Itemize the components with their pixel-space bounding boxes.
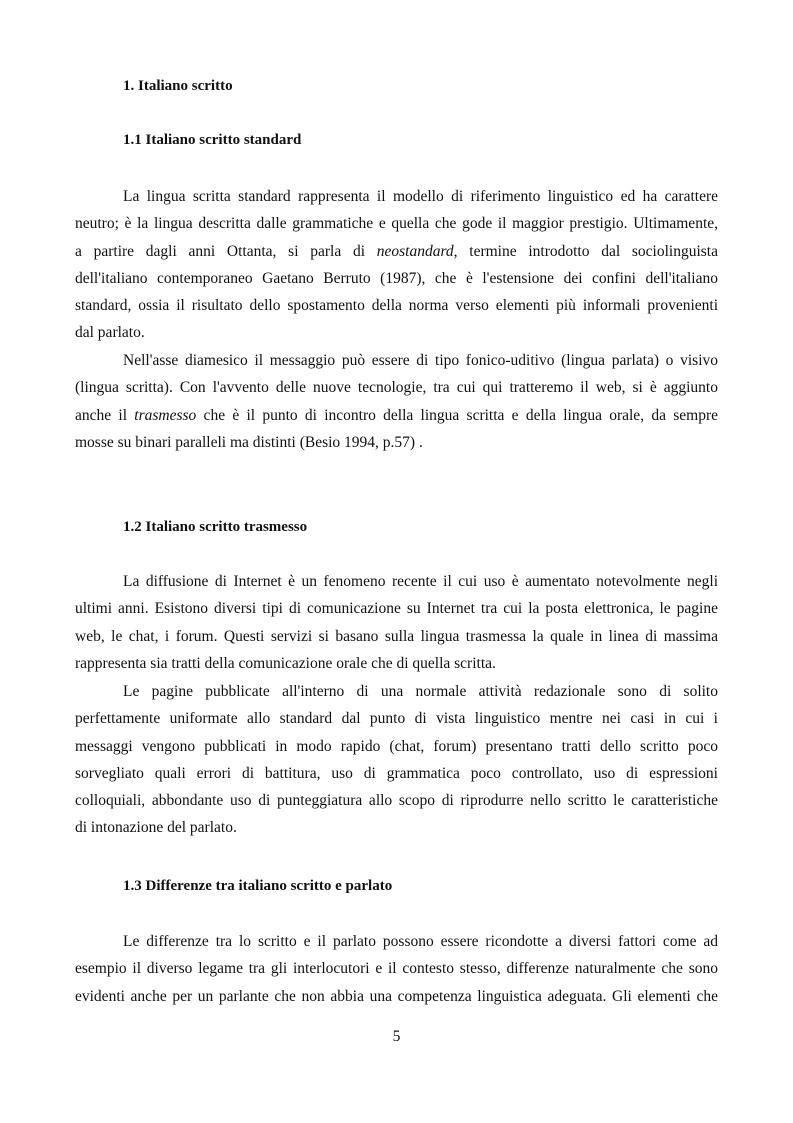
text-line: sorvegliato quali errori di battitura, uso di grammatica poco controllato, uso di espressioni — [75, 764, 718, 782]
text-line: rappresenta sia tratti della comunicazione orale che di quella scritta. — [75, 654, 496, 672]
paragraph-standard-1 — [75, 183, 718, 347]
text-line: La diffusione di Internet è un fenomeno recente il cui uso è aumentato notevolmente negli — [123, 573, 718, 590]
text-line: messaggi vengono pubblicati in modo rapido (chat, forum) presentano tratti dello scritto poco — [75, 737, 718, 755]
text-line: Le differenze tra lo scritto e il parlato possono essere ricondotte a diversi fattori come ad — [123, 933, 718, 950]
section-heading-1-1: 1.1 Italiano scritto standard — [123, 132, 302, 148]
paragraph-trasmesso-2 — [75, 678, 718, 842]
text-fragment: a partire dagli anni Ottanta, si parla di — [75, 242, 377, 260]
text-fragment: anche il — [75, 406, 135, 424]
text-line: dal parlato. — [75, 324, 145, 342]
text-line: neutro; è la lingua descritta dalle grammatiche e quella che gode il maggior prestigio. Ultimamente, — [75, 215, 718, 233]
text-line: Nell'asse diamesico il messaggio può essere di tipo fonico-uditivo (lingua parlata) o visivo — [123, 352, 718, 369]
paragraph-standard-2 — [75, 347, 718, 456]
text-line: (lingua scritta). Con l'avvento delle nuove tecnologie, tra cui qui tratteremo il web, si è aggiunto — [75, 379, 718, 397]
italic-term-trasmesso: trasmesso — [134, 406, 197, 424]
text-line: perfettamente uniformate allo standard dal punto di vista linguistico mentre nei casi in cui i — [75, 710, 718, 728]
text-line: esempio il diverso legame tra gli interlocutori e il contesto stesso, differenze naturalmente che sono — [75, 960, 718, 978]
text-line — [75, 238, 718, 265]
text-fragment: che è il punto di incontro della lingua scritta e della lingua orale, da sempre — [196, 406, 718, 424]
text-line: evidenti anche per un parlante che non abbia una competenza linguistica adeguata. Gli elementi che — [75, 987, 718, 1005]
text-line: dell'italiano contemporaneo Gaetano Berruto (1987), che è l'estensione dei confini dell'italiano — [75, 269, 718, 287]
section-heading-1: 1. Italiano scritto — [123, 78, 233, 94]
paragraph-differenze-1 — [75, 928, 718, 1010]
section-heading-1-3: 1.3 Differenze tra italiano scritto e parlato — [123, 878, 393, 894]
section-heading-1-2: 1.2 Italiano scritto trasmesso — [123, 519, 308, 535]
text-line: web, le chat, i forum. Questi servizi si basano sulla lingua trasmessa la quale in linea di massima — [75, 627, 718, 645]
text-line: colloquiali, abbondante uso di punteggiatura allo scopo di riprodurre nello scritto le caratteristiche — [75, 792, 718, 810]
text-line: ultimi anni. Esistono diversi tipi di comunicazione su Internet tra cui la posta elettronica, le pagine — [75, 600, 718, 618]
text-line: standard, ossia il risultato dello spostamento della norma verso elementi più informali provenienti — [75, 297, 718, 315]
paragraph-trasmesso-1 — [75, 568, 718, 677]
text-line — [75, 402, 718, 429]
text-line: di intonazione del parlato. — [75, 819, 237, 837]
italic-term-neostandard: neostandard — [376, 242, 454, 260]
text-line: mosse su binari paralleli ma distinti (Besio 1994, p.57) . — [75, 433, 423, 451]
text-line: La lingua scritta standard rappresenta il modello di riferimento linguistico ed ha carattere — [123, 188, 718, 205]
text-line: Le pagine pubblicate all'interno di una normale attività redazionale sono di solito — [123, 683, 718, 700]
page-number: 5 — [392, 1028, 401, 1045]
text-fragment: , termine introdotto dal sociolinguista — [453, 242, 718, 260]
